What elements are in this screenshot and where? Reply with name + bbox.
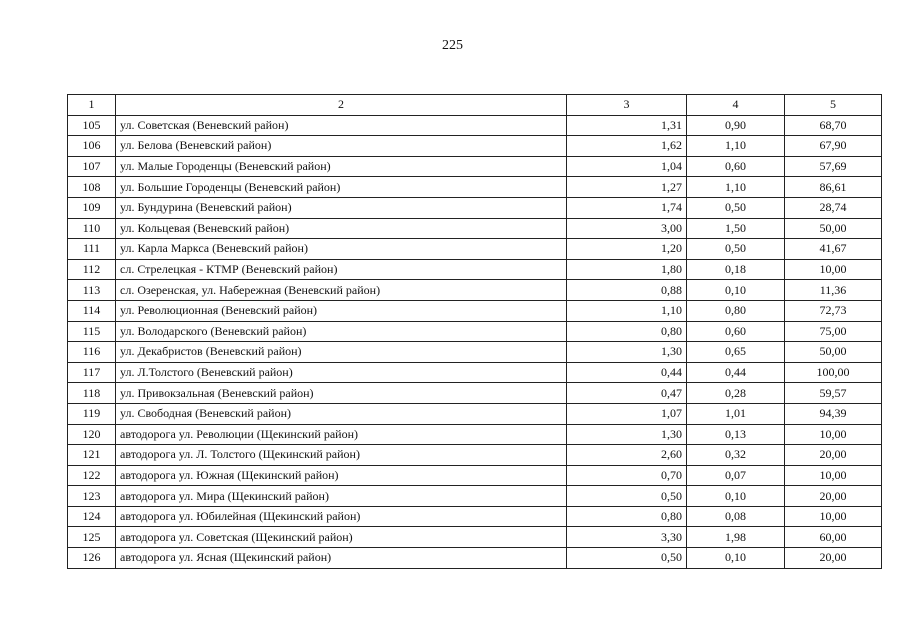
header-cell-1: 1 bbox=[68, 95, 116, 116]
header-cell-5: 5 bbox=[785, 95, 882, 116]
header-cell-2: 2 bbox=[116, 95, 567, 116]
col5-value-cell: 67,90 bbox=[785, 136, 882, 157]
row-number-cell: 124 bbox=[68, 506, 116, 527]
col3-value-cell: 1,20 bbox=[567, 239, 687, 260]
col5-value-cell: 68,70 bbox=[785, 115, 882, 136]
street-name-cell: ул. Революционная (Веневский район) bbox=[116, 300, 567, 321]
row-number-cell: 114 bbox=[68, 300, 116, 321]
row-number-cell: 116 bbox=[68, 342, 116, 363]
col4-value-cell: 0,65 bbox=[687, 342, 785, 363]
col5-value-cell: 10,00 bbox=[785, 465, 882, 486]
col4-value-cell: 1,10 bbox=[687, 177, 785, 198]
street-name-cell: ул. Декабристов (Веневский район) bbox=[116, 342, 567, 363]
col4-value-cell: 0,50 bbox=[687, 197, 785, 218]
col4-value-cell: 0,18 bbox=[687, 259, 785, 280]
col5-value-cell: 10,00 bbox=[785, 424, 882, 445]
col4-value-cell: 0,08 bbox=[687, 506, 785, 527]
col4-value-cell: 0,60 bbox=[687, 156, 785, 177]
table-row bbox=[68, 197, 882, 218]
street-name-cell: ул. Советская (Веневский район) bbox=[116, 115, 567, 136]
street-name-cell: автодорога ул. Советская (Щекинский район) bbox=[116, 527, 567, 548]
row-number-cell: 117 bbox=[68, 362, 116, 383]
col5-value-cell: 57,69 bbox=[785, 156, 882, 177]
col5-value-cell: 10,00 bbox=[785, 259, 882, 280]
col4-value-cell: 1,10 bbox=[687, 136, 785, 157]
street-name-cell: ул. Л.Толстого (Веневский район) bbox=[116, 362, 567, 383]
page-number: 225 bbox=[442, 38, 463, 53]
col4-value-cell: 1,01 bbox=[687, 403, 785, 424]
street-name-cell: ул. Володарского (Веневский район) bbox=[116, 321, 567, 342]
col3-value-cell: 0,88 bbox=[567, 280, 687, 301]
row-number-cell: 113 bbox=[68, 280, 116, 301]
street-name-cell: автодорога ул. Революции (Щекинский район) bbox=[116, 424, 567, 445]
row-number-cell: 110 bbox=[68, 218, 116, 239]
col5-value-cell: 59,57 bbox=[785, 383, 882, 404]
col5-value-cell: 86,61 bbox=[785, 177, 882, 198]
street-name-cell: автодорога ул. Южная (Щекинский район) bbox=[116, 465, 567, 486]
row-number-cell: 119 bbox=[68, 403, 116, 424]
table-row bbox=[68, 342, 882, 363]
table-row bbox=[68, 403, 882, 424]
col3-value-cell: 0,80 bbox=[567, 506, 687, 527]
col3-value-cell: 0,80 bbox=[567, 321, 687, 342]
col5-value-cell: 75,00 bbox=[785, 321, 882, 342]
street-name-cell: ул. Малые Городенцы (Веневский район) bbox=[116, 156, 567, 177]
street-name-cell: ул. Бундурина (Веневский район) bbox=[116, 197, 567, 218]
header-cell-4: 4 bbox=[687, 95, 785, 116]
col4-value-cell: 0,13 bbox=[687, 424, 785, 445]
table-row bbox=[68, 506, 882, 527]
table-row bbox=[68, 486, 882, 507]
table-row bbox=[68, 218, 882, 239]
street-name-cell: сл. Озеренская, ул. Набережная (Веневский район) bbox=[116, 280, 567, 301]
col4-value-cell: 0,80 bbox=[687, 300, 785, 321]
data-table bbox=[67, 94, 882, 569]
col5-value-cell: 11,36 bbox=[785, 280, 882, 301]
col3-value-cell: 1,30 bbox=[567, 424, 687, 445]
col3-value-cell: 0,44 bbox=[567, 362, 687, 383]
row-number-cell: 108 bbox=[68, 177, 116, 198]
row-number-cell: 126 bbox=[68, 548, 116, 569]
row-number-cell: 125 bbox=[68, 527, 116, 548]
col5-value-cell: 100,00 bbox=[785, 362, 882, 383]
street-name-cell: автодорога ул. Ясная (Щекинский район) bbox=[116, 548, 567, 569]
table-row bbox=[68, 548, 882, 569]
col4-value-cell: 0,07 bbox=[687, 465, 785, 486]
col3-value-cell: 1,04 bbox=[567, 156, 687, 177]
col4-value-cell: 0,10 bbox=[687, 548, 785, 569]
col3-value-cell: 3,30 bbox=[567, 527, 687, 548]
col3-value-cell: 0,47 bbox=[567, 383, 687, 404]
street-name-cell: ул. Кольцевая (Веневский район) bbox=[116, 218, 567, 239]
col5-value-cell: 94,39 bbox=[785, 403, 882, 424]
row-number-cell: 109 bbox=[68, 197, 116, 218]
col3-value-cell: 1,74 bbox=[567, 197, 687, 218]
street-name-cell: ул. Белова (Веневский район) bbox=[116, 136, 567, 157]
table-row bbox=[68, 424, 882, 445]
col3-value-cell: 1,31 bbox=[567, 115, 687, 136]
col4-value-cell: 0,10 bbox=[687, 486, 785, 507]
col3-value-cell: 1,80 bbox=[567, 259, 687, 280]
street-name-cell: сл. Стрелецкая - КТМР (Веневский район) bbox=[116, 259, 567, 280]
col3-value-cell: 0,50 bbox=[567, 486, 687, 507]
col3-value-cell: 1,27 bbox=[567, 177, 687, 198]
col3-value-cell: 1,62 bbox=[567, 136, 687, 157]
col5-value-cell: 10,00 bbox=[785, 506, 882, 527]
col5-value-cell: 60,00 bbox=[785, 527, 882, 548]
row-number-cell: 107 bbox=[68, 156, 116, 177]
table-row bbox=[68, 465, 882, 486]
street-name-cell: автодорога ул. Юбилейная (Щекинский район) bbox=[116, 506, 567, 527]
table-row bbox=[68, 321, 882, 342]
street-name-cell: ул. Большие Городенцы (Веневский район) bbox=[116, 177, 567, 198]
col4-value-cell: 0,50 bbox=[687, 239, 785, 260]
table-row bbox=[68, 527, 882, 548]
table-row bbox=[68, 156, 882, 177]
col4-value-cell: 1,98 bbox=[687, 527, 785, 548]
col5-value-cell: 20,00 bbox=[785, 486, 882, 507]
table-row bbox=[68, 445, 882, 466]
col3-value-cell: 3,00 bbox=[567, 218, 687, 239]
col5-value-cell: 72,73 bbox=[785, 300, 882, 321]
row-number-cell: 105 bbox=[68, 115, 116, 136]
table-row bbox=[68, 300, 882, 321]
row-number-cell: 115 bbox=[68, 321, 116, 342]
col4-value-cell: 0,10 bbox=[687, 280, 785, 301]
table-row bbox=[68, 259, 882, 280]
table-row bbox=[68, 239, 882, 260]
col3-value-cell: 1,30 bbox=[567, 342, 687, 363]
table-header-row bbox=[68, 95, 882, 116]
col3-value-cell: 0,50 bbox=[567, 548, 687, 569]
col4-value-cell: 1,50 bbox=[687, 218, 785, 239]
col3-value-cell: 1,07 bbox=[567, 403, 687, 424]
col4-value-cell: 0,44 bbox=[687, 362, 785, 383]
row-number-cell: 120 bbox=[68, 424, 116, 445]
table-row bbox=[68, 136, 882, 157]
row-number-cell: 106 bbox=[68, 136, 116, 157]
col4-value-cell: 0,32 bbox=[687, 445, 785, 466]
table-body bbox=[68, 95, 882, 569]
col5-value-cell: 50,00 bbox=[785, 218, 882, 239]
street-name-cell: автодорога ул. Мира (Щекинский район) bbox=[116, 486, 567, 507]
col5-value-cell: 20,00 bbox=[785, 445, 882, 466]
row-number-cell: 118 bbox=[68, 383, 116, 404]
street-name-cell: ул. Карла Маркса (Веневский район) bbox=[116, 239, 567, 260]
col5-value-cell: 20,00 bbox=[785, 548, 882, 569]
street-name-cell: ул. Свободная (Веневский район) bbox=[116, 403, 567, 424]
table-row bbox=[68, 362, 882, 383]
street-name-cell: автодорога ул. Л. Толстого (Щекинский район) bbox=[116, 445, 567, 466]
row-number-cell: 122 bbox=[68, 465, 116, 486]
col3-value-cell: 0,70 bbox=[567, 465, 687, 486]
row-number-cell: 111 bbox=[68, 239, 116, 260]
row-number-cell: 123 bbox=[68, 486, 116, 507]
col4-value-cell: 0,28 bbox=[687, 383, 785, 404]
street-name-cell: ул. Привокзальная (Веневский район) bbox=[116, 383, 567, 404]
table-row bbox=[68, 280, 882, 301]
row-number-cell: 112 bbox=[68, 259, 116, 280]
table-row bbox=[68, 115, 882, 136]
col5-value-cell: 28,74 bbox=[785, 197, 882, 218]
col5-value-cell: 50,00 bbox=[785, 342, 882, 363]
col5-value-cell: 41,67 bbox=[785, 239, 882, 260]
table-row bbox=[68, 177, 882, 198]
col3-value-cell: 1,10 bbox=[567, 300, 687, 321]
col4-value-cell: 0,90 bbox=[687, 115, 785, 136]
header-cell-3: 3 bbox=[567, 95, 687, 116]
table-row bbox=[68, 383, 882, 404]
col4-value-cell: 0,60 bbox=[687, 321, 785, 342]
row-number-cell: 121 bbox=[68, 445, 116, 466]
col3-value-cell: 2,60 bbox=[567, 445, 687, 466]
